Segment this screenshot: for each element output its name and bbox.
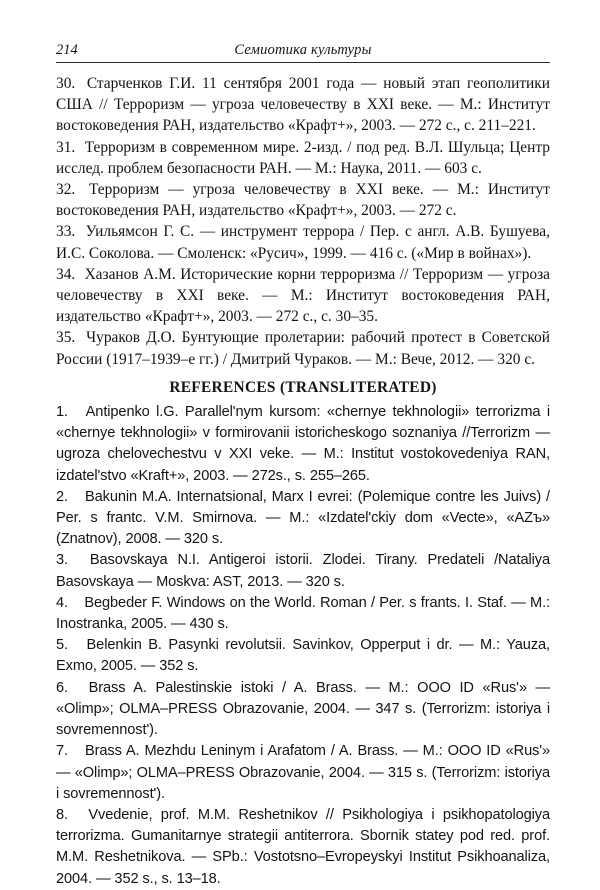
reference-text: Уильямсон Г. С. — инструмент террора / Пер. с англ. А.В. Бушуева, И.С. Соколова. — Смоленск: «Русич», 1999. — 416 с. («Мир в войнах»). — [56, 223, 550, 262]
reference-item — [56, 487, 550, 551]
reference-item — [56, 264, 550, 328]
reference-number: 35. — [56, 329, 76, 347]
transliterated-references — [56, 402, 550, 890]
reference-number: 31. — [56, 138, 76, 156]
reference-text: Belenkin B. Pasynki revolutsii. Savinkov, Opperput i dr. — M.: Yauza, Exmo, 2005. — 352 s. — [56, 637, 550, 675]
reference-item — [56, 741, 550, 805]
running-header — [56, 40, 550, 63]
reference-number: 6. — [56, 679, 68, 696]
reference-item — [56, 137, 550, 179]
reference-text: Терроризм — угроза человечеству в XXI веке. — М.: Институт востоковедения РАН, издательство «Крафт+», 2003. — 272 с. — [56, 181, 550, 220]
reference-number: 4. — [56, 594, 68, 611]
reference-text: Старченков Г.И. 11 сентября 2001 года — новый этап геополитики США // Терроризм — угроза человечеству в XXI веке. — М.: Институт востоковедения РАН, издательство «Крафт+», 2003. — 272 с., с. 211–221. — [56, 75, 550, 135]
reference-item — [56, 402, 550, 487]
reference-number: 34. — [56, 265, 76, 283]
reference-item — [56, 327, 550, 369]
reference-text: Терроризм в современном мире. 2-изд. / под ред. В.Л. Шульца; Центр исслед. проблем безопасности РАН. — М.: Наука, 2011. — 603 с. — [56, 138, 550, 177]
reference-text: Brass A. Palestinskie istoki / A. Brass. — M.: OOO ID «Rus'» — «Olimp»; OLMA–PRESS Obrazovanie, 2004. — 347 s. (Terrorizm: istoriya i sovremennost'). — [56, 679, 550, 739]
reference-text: Чураков Д.О. Бунтующие пролетарии: рабочий протест в Советской России (1917–1939–е гг.) / Дмитрий Чураков. — М.: Вече, 2012. — 320 с. — [56, 329, 550, 368]
reference-text: Bakunin M.A. Internatsional, Marx I evrei: (Polemique contre les Juivs) / Per. s frantc. V.M. Smirnova. — M.: «Izdatel'ckiy dom «Vecte», «AZъ» (Znatnov), 2008. — 320 s. — [56, 488, 550, 548]
reference-item — [56, 805, 550, 890]
reference-text: Хазанов А.М. Исторические корни терроризма // Терроризм — угроза человечеству в XXI веке. — М.: Институт востоковедения РАН, издательство «Крафт+», 2003. — 272 с., с. 30–35. — [56, 265, 550, 326]
reference-item — [56, 221, 550, 263]
reference-number: 7. — [56, 743, 68, 760]
reference-number: 2. — [56, 488, 68, 505]
page-body — [56, 73, 550, 890]
reference-number: 5. — [56, 637, 68, 654]
reference-number: 3. — [56, 552, 68, 569]
reference-text: Basovskaya N.I. Antigeroi istorii. Zlodei. Tirany. Predateli /Nataliya Basovskaya — Moskva: AST, 2013. — 320 s. — [56, 552, 550, 590]
reference-text: Vvedenie, prof. M.M. Reshetnikov // Psikhologiya i psikhopatologiya terrorizma. Gumanitarnye strategii antiterrora. Sbornik statey pod red. prof. M.M. Reshetnikova. — SPb.: Vostotsno–Evropeyskyi Institut Psikhoanaliza, 2004. — 352 s., s. 13–18. — [56, 806, 550, 887]
reference-text: Begbeder F. Windows on the World. Roman / Per. s frants. I. Staf. — M.: Inostranka, 2005. — 430 s. — [56, 594, 550, 633]
reference-item — [56, 593, 550, 635]
reference-text: Antipenko l.G. Parallel'nym kursom: «chernye tekhnologii» terrorizma i «chernye tekhnologii» v formirovanii istoricheskogo soznaniya //Terrorizm — ugroza chelovechestvu v XXI veke. — M.: Institut vostokovedeniya RAN, izdatel'stvo «Kraft+», 2003. — 272s., s. 255–265. — [56, 404, 550, 484]
page-number: 214 — [56, 42, 78, 58]
reference-item — [56, 73, 550, 137]
section-heading: REFERENCES (TRANSLITERATED) — [169, 378, 437, 396]
reference-item — [56, 179, 550, 221]
reference-number: 30. — [56, 75, 76, 92]
reference-number: 1. — [56, 404, 68, 421]
running-title: Семиотика культуры — [234, 42, 372, 58]
reference-item — [56, 635, 550, 677]
reference-item — [56, 678, 550, 742]
reference-number: 33. — [56, 223, 76, 241]
reference-text: Brass A. Mezhdu Leninym i Arafatom / A. Brass. — M.: OOO ID «Rus'» — «Olimp»; OLMA–PRESS Obrazovanie, 2004. — 315 s. (Terrorizm: istoriya i sovremennost'). — [56, 743, 550, 802]
reference-number: 8. — [56, 806, 68, 823]
reference-number: 32. — [56, 181, 76, 199]
reference-item — [56, 550, 550, 592]
